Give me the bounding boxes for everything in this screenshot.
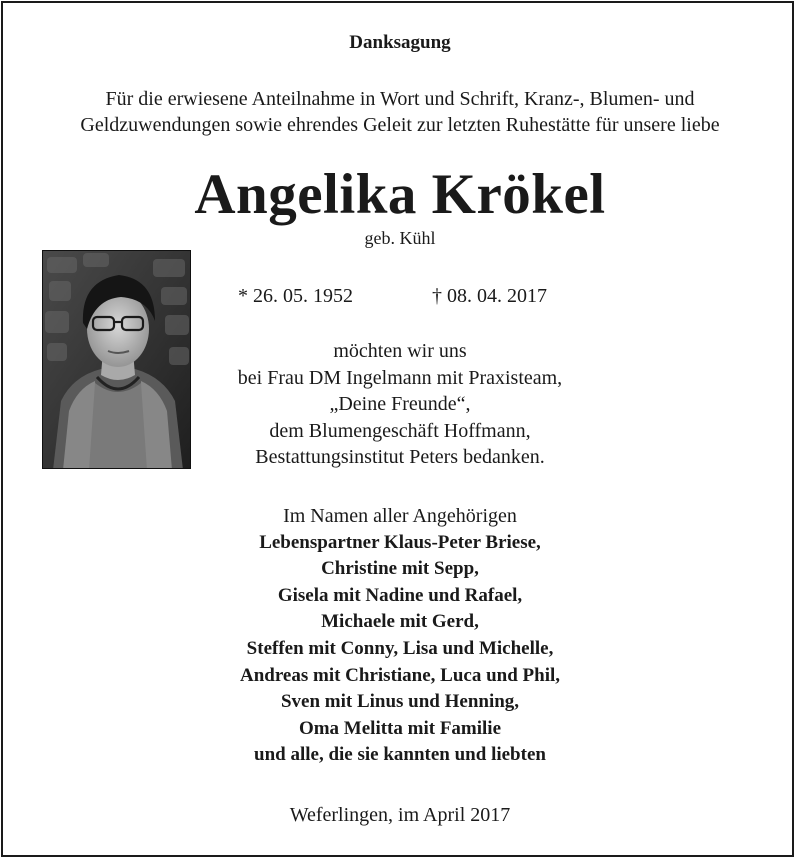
mourner-line: Michaele mit Gerd, [321, 611, 479, 633]
portrait-photo [42, 250, 191, 469]
mourner-line: Gisela mit Nadine und Rafael, [277, 584, 523, 606]
thanks-line: möchten wir uns [333, 340, 467, 362]
portrait-image [43, 251, 191, 469]
thanks-line: bei Frau DM Ingelmann mit Praxisteam, [237, 366, 563, 389]
signoff-block [150, 503, 650, 769]
place-and-date: Weferlingen, im April 2017 [289, 804, 511, 826]
mourner-line: Lebenspartner Klaus-Peter Briese, [259, 531, 541, 553]
birth-name: geb. Kühl [364, 228, 436, 248]
mourner-line: Andreas mit Christiane, Luca und Phil, [239, 664, 561, 686]
intro-line-1: Für die erwiesene Anteilnahme in Wort und Schrift, Kranz-, Blumen- und [105, 88, 695, 110]
mourner-line: Steffen mit Conny, Lisa und Michelle, [246, 637, 554, 659]
death-date: † 08. 04. 2017 [432, 285, 547, 307]
mourner-line: Christine mit Sepp, [321, 558, 479, 580]
notice-heading: Danksagung [349, 32, 451, 53]
thanks-line: Bestattungsinstitut Peters bedanken. [255, 446, 545, 468]
thanks-line: dem Blumengeschäft Hoffmann, [269, 419, 531, 442]
thanks-line: „Deine Freunde“, [329, 393, 471, 415]
mourner-line: Oma Melitta mit Familie [298, 717, 502, 739]
mourner-line: Sven mit Linus und Henning, [280, 691, 520, 713]
thanks-block [190, 338, 610, 471]
birth-date: * 26. 05. 1952 [238, 285, 353, 307]
deceased-name: Angelika Krökel [194, 163, 606, 226]
signoff-intro: Im Namen aller Angehörigen [283, 505, 517, 527]
intro-line-2: Geldzuwendungen sowie ehrendes Geleit zur letzten Ruhestätte für unsere liebe [80, 114, 720, 136]
mourner-line: und alle, die sie kannten und liebten [254, 744, 546, 766]
